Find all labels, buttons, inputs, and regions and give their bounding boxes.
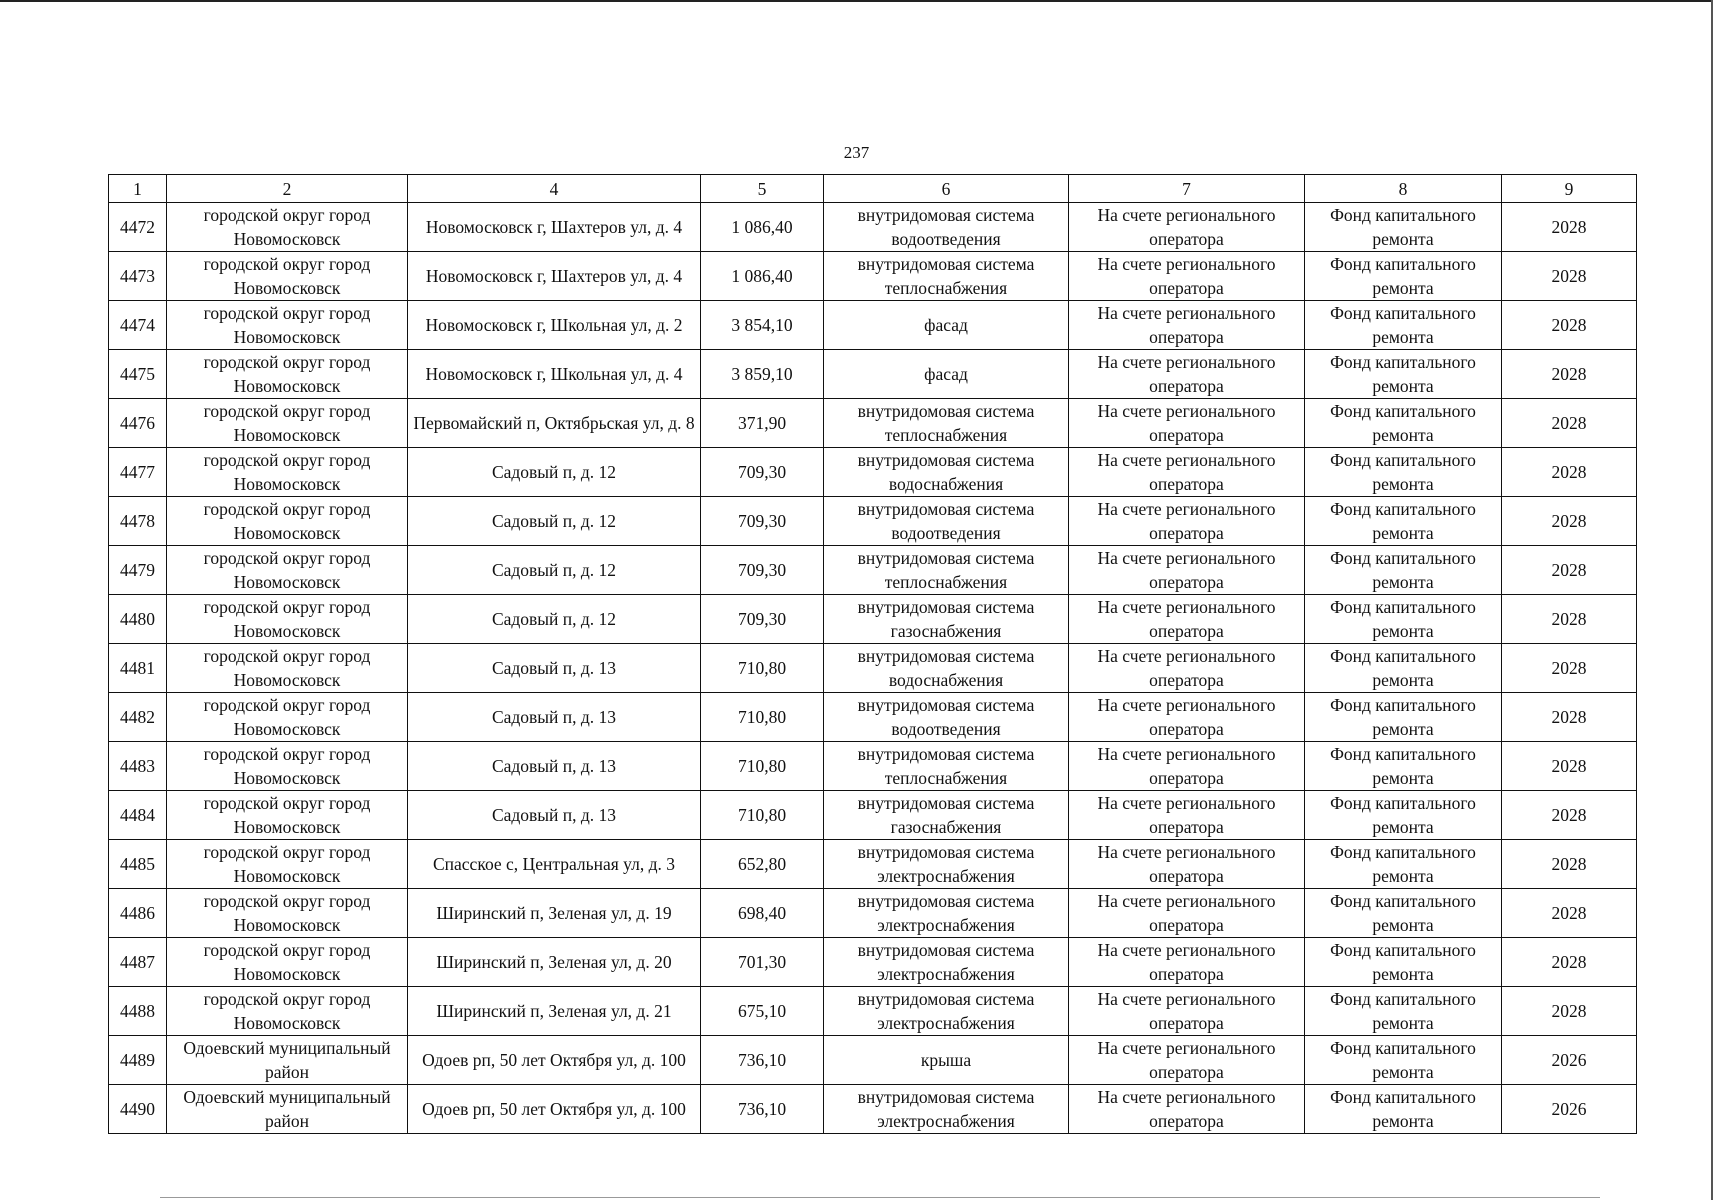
funding-source-cell: Фонд капитального ремонта <box>1305 350 1502 399</box>
municipality-cell: городской округ город Новомосковск <box>167 595 408 644</box>
area-cell: 652,80 <box>701 840 824 889</box>
account-cell: На счете регионального оператора <box>1069 546 1305 595</box>
table-row <box>109 595 1637 644</box>
row-number-cell: 4490 <box>109 1085 167 1134</box>
municipality-cell: городской округ город Новомосковск <box>167 448 408 497</box>
municipality-cell: городской округ город Новомосковск <box>167 889 408 938</box>
area-cell: 710,80 <box>701 742 824 791</box>
row-number-cell: 4478 <box>109 497 167 546</box>
row-number-cell: 4486 <box>109 889 167 938</box>
column-header: 9 <box>1502 175 1637 203</box>
row-number-cell: 4488 <box>109 987 167 1036</box>
row-number-cell: 4474 <box>109 301 167 350</box>
work-type-cell: внутридомовая система электроснабжения <box>824 840 1069 889</box>
table-row <box>109 399 1637 448</box>
area-cell: 701,30 <box>701 938 824 987</box>
table-body <box>109 203 1637 1134</box>
area-cell: 675,10 <box>701 987 824 1036</box>
municipality-cell: городской округ город Новомосковск <box>167 252 408 301</box>
account-cell: На счете регионального оператора <box>1069 1085 1305 1134</box>
account-cell: На счете регионального оператора <box>1069 448 1305 497</box>
table-header-row <box>109 175 1637 203</box>
row-number-cell: 4482 <box>109 693 167 742</box>
account-cell: На счете регионального оператора <box>1069 889 1305 938</box>
table-row <box>109 987 1637 1036</box>
year-cell: 2028 <box>1502 497 1637 546</box>
address-cell: Одоев рп, 50 лет Октября ул, д. 100 <box>408 1036 701 1085</box>
row-number-cell: 4472 <box>109 203 167 252</box>
address-cell: Ширинский п, Зеленая ул, д. 21 <box>408 987 701 1036</box>
account-cell: На счете регионального оператора <box>1069 497 1305 546</box>
account-cell: На счете регионального оператора <box>1069 350 1305 399</box>
table-row <box>109 301 1637 350</box>
year-cell: 2028 <box>1502 938 1637 987</box>
funding-source-cell: Фонд капитального ремонта <box>1305 840 1502 889</box>
data-table <box>108 174 1637 1134</box>
table-row <box>109 1085 1637 1134</box>
address-cell: Первомайский п, Октябрьская ул, д. 8 <box>408 399 701 448</box>
row-number-cell: 4489 <box>109 1036 167 1085</box>
address-cell: Садовый п, д. 12 <box>408 497 701 546</box>
work-type-cell: внутридомовая система водоснабжения <box>824 644 1069 693</box>
year-cell: 2028 <box>1502 546 1637 595</box>
address-cell: Новомосковск г, Школьная ул, д. 2 <box>408 301 701 350</box>
row-number-cell: 4480 <box>109 595 167 644</box>
column-header: 5 <box>701 175 824 203</box>
row-number-cell: 4476 <box>109 399 167 448</box>
funding-source-cell: Фонд капитального ремонта <box>1305 399 1502 448</box>
year-cell: 2028 <box>1502 889 1637 938</box>
funding-source-cell: Фонд капитального ремонта <box>1305 987 1502 1036</box>
table-row <box>109 350 1637 399</box>
work-type-cell: внутридомовая система газоснабжения <box>824 595 1069 644</box>
table-row <box>109 1036 1637 1085</box>
row-number-cell: 4484 <box>109 791 167 840</box>
year-cell: 2028 <box>1502 742 1637 791</box>
address-cell: Ширинский п, Зеленая ул, д. 19 <box>408 889 701 938</box>
area-cell: 709,30 <box>701 448 824 497</box>
account-cell: На счете регионального оператора <box>1069 987 1305 1036</box>
year-cell: 2028 <box>1502 448 1637 497</box>
table-row <box>109 742 1637 791</box>
municipality-cell: городской округ город Новомосковск <box>167 350 408 399</box>
work-type-cell: внутридомовая система водоотведения <box>824 497 1069 546</box>
funding-source-cell: Фонд капитального ремонта <box>1305 301 1502 350</box>
municipality-cell: городской округ город Новомосковск <box>167 840 408 889</box>
area-cell: 1 086,40 <box>701 252 824 301</box>
area-cell: 698,40 <box>701 889 824 938</box>
municipality-cell: городской округ город Новомосковск <box>167 938 408 987</box>
column-header: 6 <box>824 175 1069 203</box>
table-row <box>109 791 1637 840</box>
area-cell: 709,30 <box>701 546 824 595</box>
year-cell: 2028 <box>1502 987 1637 1036</box>
year-cell: 2028 <box>1502 595 1637 644</box>
funding-source-cell: Фонд капитального ремонта <box>1305 1085 1502 1134</box>
account-cell: На счете регионального оператора <box>1069 595 1305 644</box>
address-cell: Спасское с, Центральная ул, д. 3 <box>408 840 701 889</box>
table-row <box>109 203 1637 252</box>
funding-source-cell: Фонд капитального ремонта <box>1305 693 1502 742</box>
work-type-cell: внутридомовая система электроснабжения <box>824 987 1069 1036</box>
work-type-cell: фасад <box>824 350 1069 399</box>
year-cell: 2028 <box>1502 203 1637 252</box>
municipality-cell: городской округ город Новомосковск <box>167 546 408 595</box>
year-cell: 2026 <box>1502 1085 1637 1134</box>
address-cell: Садовый п, д. 12 <box>408 546 701 595</box>
account-cell: На счете регионального оператора <box>1069 1036 1305 1085</box>
work-type-cell: внутридомовая система водоотведения <box>824 203 1069 252</box>
account-cell: На счете регионального оператора <box>1069 301 1305 350</box>
work-type-cell: внутридомовая система электроснабжения <box>824 889 1069 938</box>
year-cell: 2028 <box>1502 644 1637 693</box>
area-cell: 710,80 <box>701 791 824 840</box>
year-cell: 2026 <box>1502 1036 1637 1085</box>
address-cell: Садовый п, д. 13 <box>408 742 701 791</box>
address-cell: Новомосковск г, Школьная ул, д. 4 <box>408 350 701 399</box>
address-cell: Садовый п, д. 13 <box>408 644 701 693</box>
table-row <box>109 889 1637 938</box>
work-type-cell: внутридомовая система газоснабжения <box>824 791 1069 840</box>
municipality-cell: городской округ город Новомосковск <box>167 742 408 791</box>
work-type-cell: внутридомовая система водоснабжения <box>824 448 1069 497</box>
column-header: 4 <box>408 175 701 203</box>
row-number-cell: 4473 <box>109 252 167 301</box>
year-cell: 2028 <box>1502 840 1637 889</box>
municipality-cell: городской округ город Новомосковск <box>167 497 408 546</box>
funding-source-cell: Фонд капитального ремонта <box>1305 938 1502 987</box>
table-row <box>109 497 1637 546</box>
address-cell: Садовый п, д. 13 <box>408 791 701 840</box>
row-number-cell: 4481 <box>109 644 167 693</box>
column-header: 8 <box>1305 175 1502 203</box>
municipality-cell: городской округ город Новомосковск <box>167 644 408 693</box>
funding-source-cell: Фонд капитального ремонта <box>1305 546 1502 595</box>
funding-source-cell: Фонд капитального ремонта <box>1305 742 1502 791</box>
account-cell: На счете регионального оператора <box>1069 742 1305 791</box>
funding-source-cell: Фонд капитального ремонта <box>1305 791 1502 840</box>
funding-source-cell: Фонд капитального ремонта <box>1305 448 1502 497</box>
area-cell: 1 086,40 <box>701 203 824 252</box>
account-cell: На счете регионального оператора <box>1069 644 1305 693</box>
column-header: 2 <box>167 175 408 203</box>
work-type-cell: внутридомовая система водоотведения <box>824 693 1069 742</box>
account-cell: На счете регионального оператора <box>1069 252 1305 301</box>
scan-edge-bottom <box>160 1197 1600 1198</box>
year-cell: 2028 <box>1502 350 1637 399</box>
table-row <box>109 644 1637 693</box>
year-cell: 2028 <box>1502 399 1637 448</box>
municipality-cell: городской округ город Новомосковск <box>167 693 408 742</box>
account-cell: На счете регионального оператора <box>1069 938 1305 987</box>
table-row <box>109 840 1637 889</box>
funding-source-cell: Фонд капитального ремонта <box>1305 595 1502 644</box>
table-row <box>109 938 1637 987</box>
municipality-cell: городской округ город Новомосковск <box>167 203 408 252</box>
work-type-cell: внутридомовая система электроснабжения <box>824 938 1069 987</box>
row-number-cell: 4477 <box>109 448 167 497</box>
funding-source-cell: Фонд капитального ремонта <box>1305 644 1502 693</box>
area-cell: 710,80 <box>701 693 824 742</box>
address-cell: Ширинский п, Зеленая ул, д. 20 <box>408 938 701 987</box>
year-cell: 2028 <box>1502 693 1637 742</box>
row-number-cell: 4487 <box>109 938 167 987</box>
table-row <box>109 546 1637 595</box>
address-cell: Садовый п, д. 12 <box>408 595 701 644</box>
funding-source-cell: Фонд капитального ремонта <box>1305 497 1502 546</box>
funding-source-cell: Фонд капитального ремонта <box>1305 889 1502 938</box>
table-row <box>109 693 1637 742</box>
funding-source-cell: Фонд капитального ремонта <box>1305 203 1502 252</box>
work-type-cell: внутридомовая система электроснабжения <box>824 1085 1069 1134</box>
account-cell: На счете регионального оператора <box>1069 791 1305 840</box>
account-cell: На счете регионального оператора <box>1069 840 1305 889</box>
address-cell: Садовый п, д. 13 <box>408 693 701 742</box>
column-header: 1 <box>109 175 167 203</box>
account-cell: На счете регионального оператора <box>1069 203 1305 252</box>
column-header: 7 <box>1069 175 1305 203</box>
area-cell: 710,80 <box>701 644 824 693</box>
work-type-cell: внутридомовая система теплоснабжения <box>824 252 1069 301</box>
row-number-cell: 4475 <box>109 350 167 399</box>
page-edge-top <box>0 0 1713 2</box>
row-number-cell: 4483 <box>109 742 167 791</box>
row-number-cell: 4479 <box>109 546 167 595</box>
municipality-cell: городской округ город Новомосковск <box>167 399 408 448</box>
address-cell: Новомосковск г, Шахтеров ул, д. 4 <box>408 203 701 252</box>
funding-source-cell: Фонд капитального ремонта <box>1305 1036 1502 1085</box>
municipality-cell: городской округ город Новомосковск <box>167 301 408 350</box>
area-cell: 709,30 <box>701 595 824 644</box>
work-type-cell: фасад <box>824 301 1069 350</box>
row-number-cell: 4485 <box>109 840 167 889</box>
year-cell: 2028 <box>1502 301 1637 350</box>
work-type-cell: крыша <box>824 1036 1069 1085</box>
municipality-cell: Одоевский муниципальный район <box>167 1036 408 1085</box>
municipality-cell: городской округ город Новомосковск <box>167 987 408 1036</box>
page-number: 237 <box>843 143 870 162</box>
table-row <box>109 448 1637 497</box>
account-cell: На счете регионального оператора <box>1069 399 1305 448</box>
municipality-cell: Одоевский муниципальный район <box>167 1085 408 1134</box>
year-cell: 2028 <box>1502 252 1637 301</box>
address-cell: Садовый п, д. 12 <box>408 448 701 497</box>
area-cell: 3 854,10 <box>701 301 824 350</box>
area-cell: 736,10 <box>701 1085 824 1134</box>
area-cell: 371,90 <box>701 399 824 448</box>
area-cell: 709,30 <box>701 497 824 546</box>
account-cell: На счете регионального оператора <box>1069 693 1305 742</box>
area-cell: 736,10 <box>701 1036 824 1085</box>
year-cell: 2028 <box>1502 791 1637 840</box>
work-type-cell: внутридомовая система теплоснабжения <box>824 546 1069 595</box>
funding-source-cell: Фонд капитального ремонта <box>1305 252 1502 301</box>
address-cell: Новомосковск г, Шахтеров ул, д. 4 <box>408 252 701 301</box>
address-cell: Одоев рп, 50 лет Октября ул, д. 100 <box>408 1085 701 1134</box>
table-row <box>109 252 1637 301</box>
work-type-cell: внутридомовая система теплоснабжения <box>824 742 1069 791</box>
municipality-cell: городской округ город Новомосковск <box>167 791 408 840</box>
area-cell: 3 859,10 <box>701 350 824 399</box>
work-type-cell: внутридомовая система теплоснабжения <box>824 399 1069 448</box>
